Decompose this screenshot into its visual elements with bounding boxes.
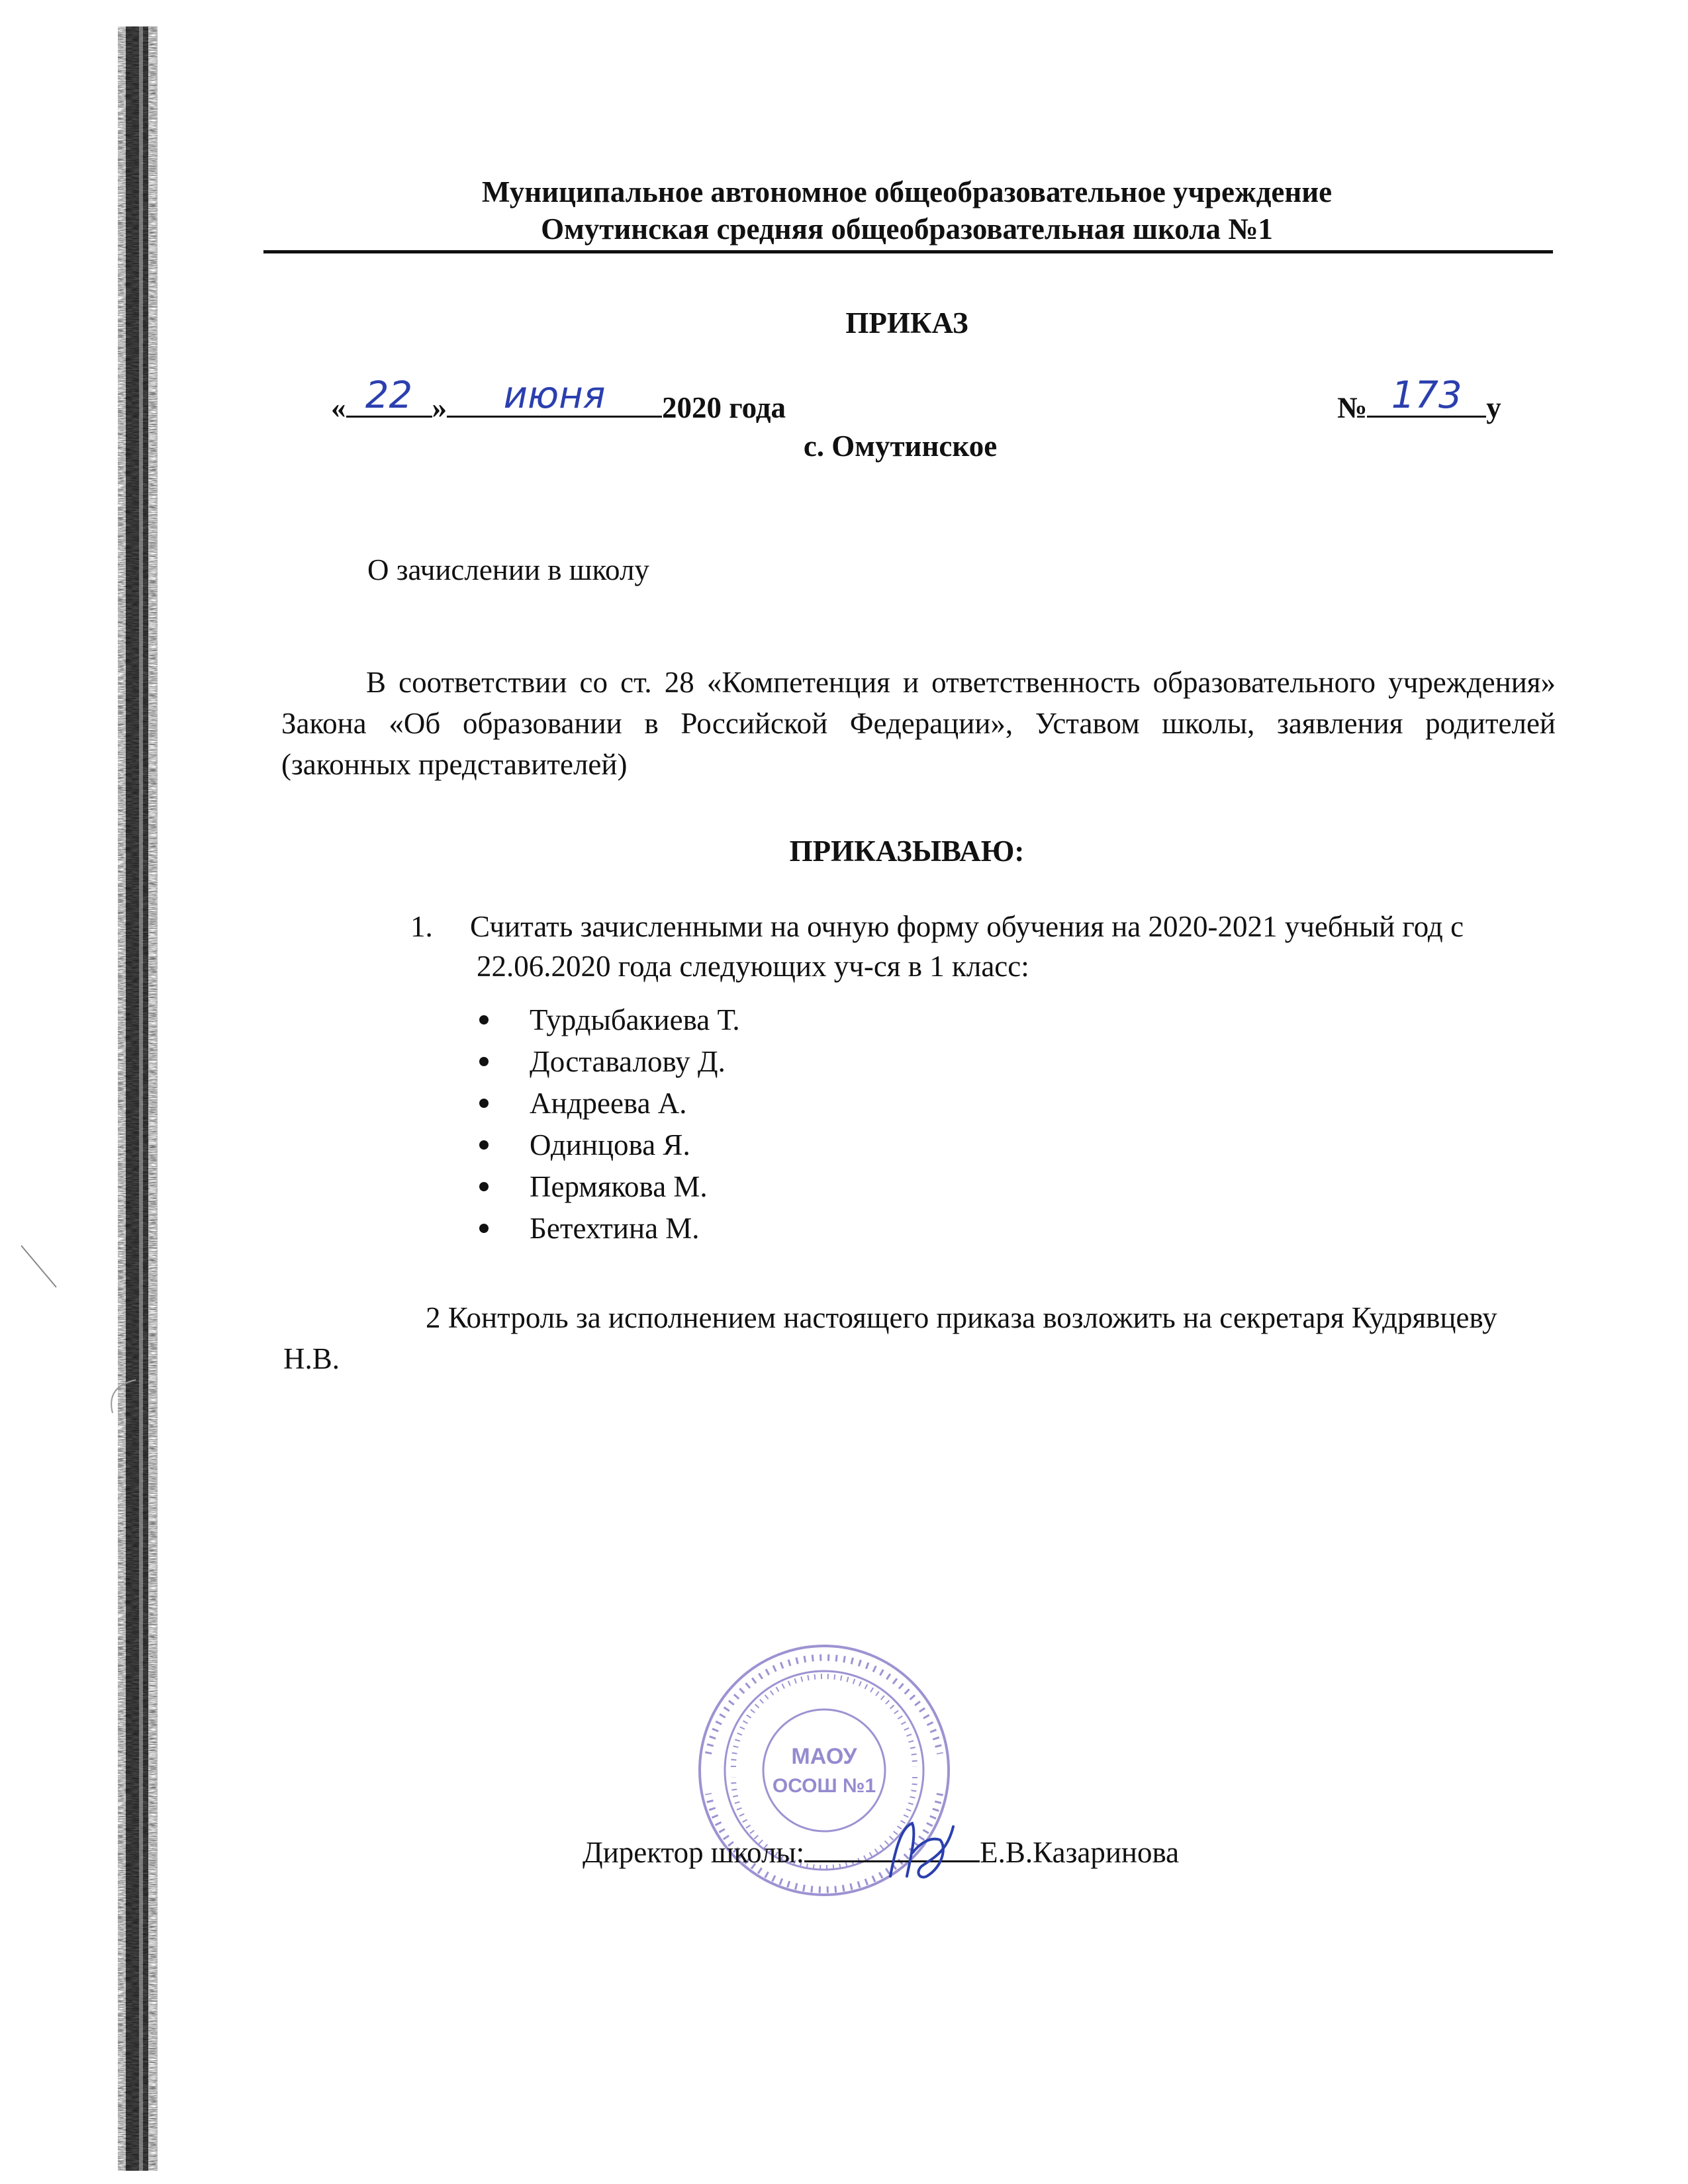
list-item bbox=[477, 1083, 740, 1124]
order-subject: О зачислении в школу bbox=[367, 553, 649, 586]
order-item-2: 2 Контроль за исполнением настоящего приказа возложить на секретаря Кудрявцеву Н.В. bbox=[283, 1301, 1497, 1375]
student-name: Пермякова М. bbox=[530, 1170, 708, 1203]
preamble-paragraph: В соответствии со ст. 28 «Компетенция и ответственность образовательного учреждения» Закона «Об образовании в Российской Федерации», Уставом школы, заявления родителей (законных представителей) bbox=[281, 666, 1556, 781]
list-item bbox=[477, 1208, 740, 1250]
item-1-number: 1. bbox=[410, 910, 433, 943]
student-name: Андреева А. bbox=[530, 1087, 687, 1120]
bullet-icon bbox=[479, 1057, 489, 1066]
number-suffix: у bbox=[1486, 391, 1501, 424]
stamp-center-line2: ОСОШ №1 bbox=[772, 1775, 876, 1797]
month-blank bbox=[447, 374, 662, 418]
place-of-issue: с. Омутинское bbox=[803, 430, 998, 463]
bullet-icon bbox=[479, 1015, 489, 1024]
bullet-icon bbox=[479, 1182, 489, 1191]
day-blank bbox=[346, 374, 432, 418]
handwritten-month: июня bbox=[503, 374, 606, 417]
handwritten-signature bbox=[880, 1813, 960, 1886]
handwritten-day: 22 bbox=[365, 374, 413, 417]
year-text: 2020 года bbox=[662, 391, 786, 424]
binding-edge-shadow bbox=[99, 26, 199, 2171]
list-item bbox=[477, 1041, 740, 1083]
order-directive: ПРИКАЗЫВАЮ: bbox=[789, 835, 1025, 868]
bullet-icon bbox=[479, 1140, 489, 1150]
student-name: Турдыбакиева Т. bbox=[530, 1003, 740, 1036]
list-item bbox=[477, 999, 740, 1041]
order-number bbox=[1337, 374, 1501, 425]
scan-mark-left bbox=[20, 1244, 60, 1291]
list-item bbox=[477, 1124, 740, 1166]
bullet-icon bbox=[479, 1099, 489, 1108]
institution-name-line1: Муниципальное автономное общеобразовательное учреждение bbox=[481, 175, 1333, 208]
handwritten-number: 173 bbox=[1391, 374, 1462, 417]
date-open-quote: « bbox=[331, 391, 346, 424]
date-close-quote: » bbox=[432, 391, 447, 424]
bullet-icon bbox=[479, 1224, 489, 1233]
student-name: Доставалову Д. bbox=[530, 1045, 726, 1078]
institution-name-line2: Омутинская средняя общеобразовательная школа №1 bbox=[541, 212, 1273, 246]
institution-header bbox=[261, 173, 1552, 248]
number-prefix: № bbox=[1337, 391, 1368, 424]
order-date bbox=[331, 374, 786, 425]
list-item bbox=[477, 1166, 740, 1208]
number-blank bbox=[1367, 374, 1486, 418]
stamp-center-line1: МАОУ bbox=[791, 1744, 857, 1769]
header-divider bbox=[263, 250, 1553, 253]
signature-label: Директор школы: bbox=[583, 1836, 805, 1869]
order-item-1 bbox=[410, 907, 1536, 986]
student-list bbox=[477, 999, 740, 1250]
signatory-name: Е.В.Казаринова bbox=[980, 1836, 1180, 1869]
scan-mark-left-arc bbox=[99, 1377, 139, 1416]
document-type: ПРИКАЗ bbox=[845, 306, 968, 340]
student-name: Бетехтина М. bbox=[530, 1212, 700, 1245]
item-1-text: Считать зачисленными на очную форму обучения на 2020-2021 учебный год с 22.06.2020 года следующих уч-ся в 1 класс: bbox=[470, 910, 1464, 983]
student-name: Одинцова Я. bbox=[530, 1128, 690, 1161]
